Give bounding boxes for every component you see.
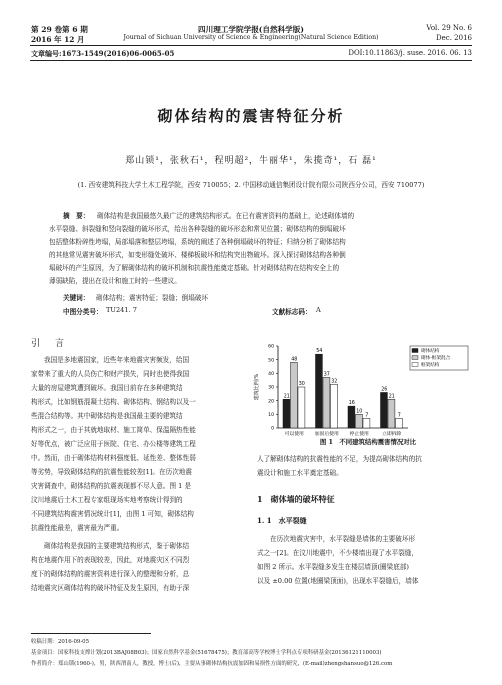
intro-line: 度下的砌体结构的震害资料进行深入的整理和分析，总 — [31, 570, 190, 578]
keywords: 砌体结构；震害特征；裂缝；倒塌破坏 — [96, 294, 209, 302]
header-rule — [30, 45, 472, 46]
x-tick-label: 立即拆除 — [382, 432, 402, 437]
intro-line: 家带来了重大的人员伤亡和财产损失，同时也使得我国 — [31, 370, 190, 378]
intro-line: 砌体结构是我国的主要建筑结构形式，鉴于砌体结 — [44, 542, 190, 550]
bar-value-label: 16 — [348, 401, 355, 407]
intro-line: 灾害调查中，砌体结构的抗震表现都不尽人意。图 1 是 — [31, 482, 192, 490]
bar-0-2 — [298, 387, 305, 428]
legend-swatch — [412, 363, 418, 367]
y-axis-label: 建筑比例/% — [254, 373, 260, 401]
received-date: 收稿日期：2016-09-05 — [31, 639, 90, 645]
intro-para-2 — [31, 539, 237, 595]
bar-3-0 — [381, 392, 388, 428]
legend-swatch — [412, 349, 418, 353]
journal-title-en: Journal of Sichuan University of Science & Engineering(Natural Science Edition) — [123, 34, 379, 41]
issue-date: 2016 年 12 月 — [31, 35, 85, 44]
abstract-line-2: 包括整体粉碎性垮塌，局部塌落和整层垮塌，系统的阐述了各种倒塌破坏的特征；归纳分析了砌体结构 — [49, 238, 346, 246]
clc-label: 中图分类号： — [63, 308, 103, 316]
intro-line: 结地震灾区砌体结构的破坏特征及发生原因，有助于深 — [31, 584, 190, 592]
authors: 郑山锁¹，张秋石¹，程明超²，牛丽华¹，朱揽奇¹，石 磊¹ — [125, 156, 377, 166]
doc-code-label: 文献标志码： — [272, 308, 312, 316]
bar-value-label: 21 — [283, 394, 290, 400]
bar-value-label: 7 — [397, 413, 401, 419]
intro-line: 构形式，比如钢筋混凝土结构、砌体结构、钢结构以及一 — [31, 398, 196, 406]
intro-line: 构形式之一，由于其就地取材、施工简单、保温隔热性能 — [31, 426, 196, 434]
y-tick-label: 40 — [268, 371, 274, 377]
right-col-top — [257, 452, 473, 480]
affiliation: (1. 西安建筑科技大学土木工程学院，西安 710055；2. 中国移动通信集团设计院有限公司陕西分公司，西安 710077) — [77, 181, 425, 189]
y-tick-label: 10 — [268, 412, 274, 418]
paper-title: 砌体结构的震害特征分析 — [157, 107, 345, 125]
bar-1-2 — [331, 384, 338, 428]
x-tick-label: 停止使用 — [349, 432, 369, 437]
volume-issue: 第 29 卷第 6 期 — [31, 25, 88, 34]
header-rule-2 — [30, 60, 472, 61]
section-1-heading: 1 砌体墙的破坏特征 — [257, 494, 335, 504]
x-tick-label: 加固后使用 — [314, 432, 339, 437]
abstract-line-0: 砌体结构是我国最悠久最广泛的建筑结构形式。在已有震害资料的基础上，论述砌体墙的 — [97, 212, 355, 220]
right-para-line-2: 如图 2 所示。水平裂缝多发生在楼层墙顶(圈梁底部) — [257, 563, 409, 571]
intro-line: 些混合结构等。其中砌体结构是我国最主要的建筑结 — [31, 412, 183, 420]
y-tick-label: 50 — [268, 358, 274, 364]
right-para-line-1: 式之一[2]。在汶川地震中，不少楼墙出现了水平裂缝， — [257, 549, 418, 557]
keywords-label: 关键词： — [63, 294, 90, 302]
intro-line: 构在地震作用下的表现较差，因此，对地震灾区不同烈 — [31, 556, 190, 564]
abstract-line-4: 塌破坏的产生原因，为了解砌体结构的破坏机制和抗震性能奠定基础。针对砌体结构在结构安全上的 — [49, 264, 340, 272]
right-top-line-0: 人了解砌体结构的抗震性能的不足，为提高砌体结构的抗 — [257, 455, 422, 463]
figure-caption: 图 1 不同建筑结构震害情况对比 — [319, 438, 417, 446]
author-info: 作者简介：郑山锁(1960-)，男，陕西渭南人，教授，博士(后)，主要从事砌体结构抗震加固和易损性方面的研究，(E-mail)zhengshansuo@126.com — [31, 661, 393, 667]
intro-line: 中。然而，由于砌体结构材料强度低、延性差、整体性弱 — [31, 454, 196, 462]
bar-3-1 — [388, 399, 395, 428]
fund-info: 基金项目：国家科技支撑计划(2013BAJ08B03)；国家自然科学基金(51678475)；教育部高等学校博士学科点专项科研基金(20136121110003) — [31, 650, 382, 656]
y-tick-label: 20 — [268, 399, 274, 405]
bar-1-0 — [316, 354, 323, 428]
clc-number: TU241. 7 — [106, 306, 137, 314]
bar-value-label: 37 — [323, 372, 330, 378]
bar-value-label: 7 — [365, 413, 369, 419]
bar-value-label: 21 — [388, 394, 395, 400]
bar-3-2 — [396, 418, 403, 428]
article-number: 文章编号:1673-1549(2016)06-0065-05 — [31, 49, 175, 58]
legend-swatch — [412, 356, 418, 360]
intro-heading: 引 言 — [31, 339, 68, 349]
bar-value-label: 30 — [298, 382, 305, 387]
y-tick-label: 30 — [268, 385, 274, 391]
doc-code: A — [316, 306, 321, 314]
right-para-line-3: 以及 ±0.00 位置(地圈梁顶面)，出现水平裂缝后，墙体 — [257, 577, 419, 585]
footnote-rule — [31, 633, 151, 634]
intro-line: 等劣势，导致砌体结构的抗震性能较差[1]。在历次地震 — [31, 468, 192, 476]
intro-line: 我国是多地震国家，近些年来地震灾害频发，给国 — [44, 356, 190, 364]
abstract-line-5: 薄弱缺陷，提出在设计和施工时的一些建议。 — [49, 277, 181, 285]
intro-line: 好等优点，被广泛应用于医院、住宅、办公楼等建筑工程 — [31, 440, 196, 448]
bar-2-1 — [356, 414, 363, 428]
bar-2-2 — [363, 418, 370, 428]
x-tick-label: 可以使用 — [284, 432, 304, 437]
bar-chart — [250, 340, 476, 448]
abstract-line-1: 水平裂缝、斜裂缝和竖向裂缝的破坏形式，给出各种裂缝的破坏形态和常见位置；砌体结构的倒塌破坏 — [49, 225, 346, 233]
bar-value-label: 32 — [331, 379, 338, 385]
doi: DOI:10.11863/j. suse. 2016. 06. 13 — [348, 49, 472, 57]
abstract-line-3: 的其他常见震害破坏形式，如变形缝处破坏、楼梯板破坏和结构突出物破坏。深入探讨砌体结构各种倒 — [49, 251, 346, 259]
bar-2-0 — [348, 406, 355, 428]
bar-value-label: 54 — [316, 349, 323, 355]
intro-line: 大量的房屋建筑遭到破坏。我国目前存在多种建筑结 — [31, 384, 183, 392]
right-para — [257, 532, 473, 588]
y-tick-label: 60 — [268, 344, 274, 350]
y-tick-label: 0 — [271, 426, 274, 432]
abstract-label: 摘 要： — [63, 212, 90, 220]
legend-label: 砌体-框架混合 — [421, 356, 451, 361]
legend-label: 框架结构 — [421, 363, 440, 368]
bar-value-label: 48 — [291, 357, 298, 363]
right-para-line-0: 在历次地震灾害中，水平裂缝是墙体的主要破坏形 — [270, 535, 416, 543]
issue-date-en: Dec. 2016 — [436, 34, 472, 42]
bar-0-1 — [291, 362, 298, 428]
bar-0-0 — [283, 399, 290, 428]
intro-para-1 — [31, 353, 237, 535]
volume-en: Vol. 29 No. 6 — [426, 24, 472, 32]
intro-line: 汶川地震后土木工程专家组现场实地考察统计得到的 — [31, 496, 183, 504]
intro-line: 不同建筑结构震害情况统计[1]，由图 1 可知，砌体结构 — [31, 510, 194, 518]
bar-value-label: 10 — [356, 409, 363, 415]
bar-1-1 — [323, 377, 330, 428]
intro-line: 抗震性能最差，震害最为严重。 — [31, 524, 124, 532]
journal-title-cn: 四川理工学院学报(自然科学版) — [198, 25, 304, 34]
bar-value-label: 26 — [381, 387, 388, 393]
right-top-line-1: 震设计和施工水平奠定基础。 — [257, 469, 343, 477]
legend-label: 砌体结构 — [421, 349, 440, 354]
section-1-1-heading: 1. 1 水平裂缝 — [257, 516, 307, 525]
